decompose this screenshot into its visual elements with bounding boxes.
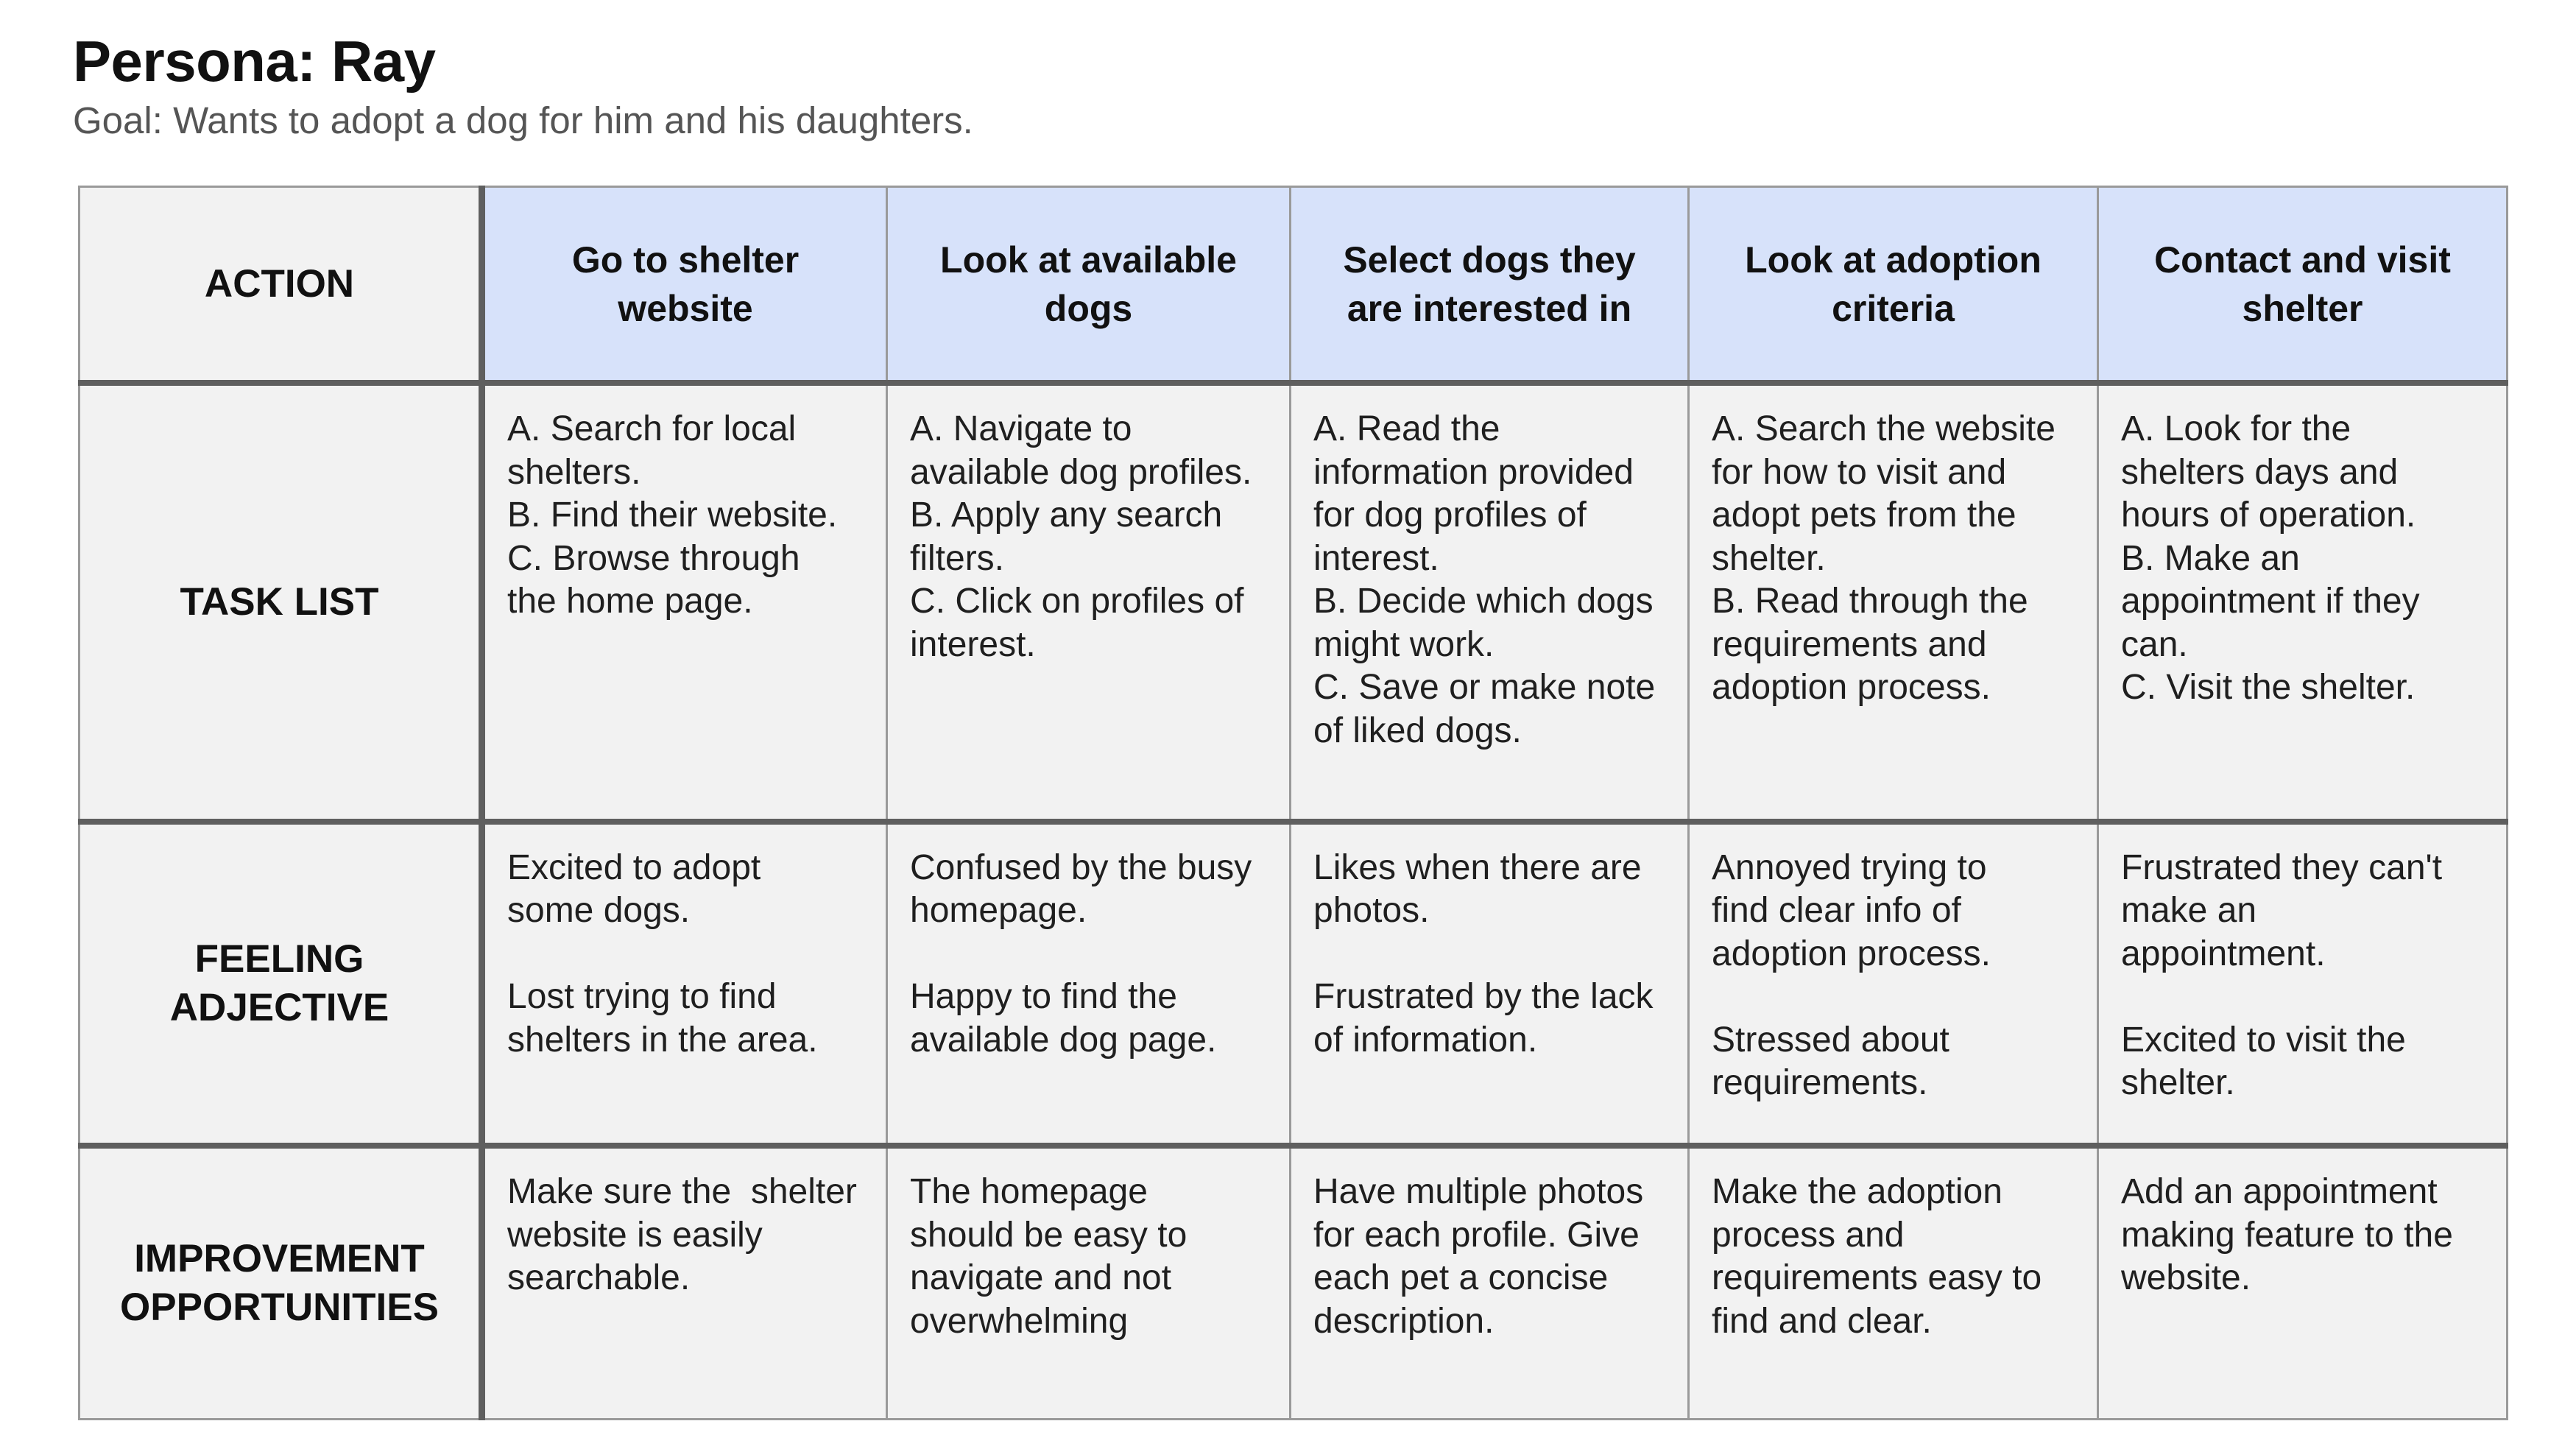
persona-goal: Goal: Wants to adopt a dog for him and his daughters. (73, 99, 973, 141)
task-cell-5: A. Look for the shelters days and hours of operation. B. Make an appointment if they can. C. Visit the shelter. (2098, 383, 2508, 821)
user-journey-map (78, 186, 2508, 1420)
improvement-cell-3: Have multiple photos for each profile. Give each pet a concise description. (1291, 1146, 1689, 1419)
row-header-improvement-opportunities: IMPROVEMENT OPPORTUNITIES (80, 1146, 482, 1419)
feeling-cell-5: Frustrated they can't make an appointment. Excited to visit the shelter. (2098, 822, 2508, 1146)
task-cell-1: A. Search for local shelters. B. Find their website. C. Browse through the home page. (482, 383, 887, 821)
row-header-action (80, 187, 482, 384)
improvement-cell-2: The homepage should be easy to navigate and not overwhelming (887, 1146, 1291, 1419)
improvement-cell-1: Make sure the shelter website is easily searchable. (482, 1146, 887, 1419)
page-title: Persona: Ray (73, 29, 436, 94)
feeling-cell-3: Likes when there are photos. Frustrated by the lack of information. (1291, 822, 1689, 1146)
row-header-label: ACTION (204, 261, 355, 306)
feeling-cell-4: Annoyed trying to find clear info of adoption process. Stressed about requirements. (1689, 822, 2098, 1146)
feeling-cell-2: Confused by the busy homepage. Happy to find the available dog page. (887, 822, 1291, 1146)
improvement-cell-4: Make the adoption process and requirements easy to find and clear. (1689, 1146, 2098, 1419)
row-header-feeling-adjective: FEELING ADJECTIVE (80, 822, 482, 1146)
action-row (80, 187, 2508, 384)
row-header-task-list (80, 383, 482, 821)
improvement-cell-5: Add an appointment making feature to the website. (2098, 1146, 2508, 1419)
task-cell-3: A. Read the information provided for dog profiles of interest. B. Decide which dogs might work. C. Save or make note of liked dogs. (1291, 383, 1689, 821)
feeling-row (80, 822, 2508, 1146)
task-cell-2: A. Navigate to available dog profiles. B. Apply any search filters. C. Click on profiles of interest. (887, 383, 1291, 821)
task-list-row (80, 383, 2508, 821)
task-cell-4: A. Search the website for how to visit and adopt pets from the shelter. B. Read through the requirements and adoption process. (1689, 383, 2098, 821)
stage-header-4: Look at adoption criteria (1689, 187, 2098, 384)
stage-header-1: Go to shelter website (482, 187, 887, 384)
stage-header-3: Select dogs they are interested in (1291, 187, 1689, 384)
stage-header-5: Contact and visit shelter (2098, 187, 2508, 384)
stage-header-2: Look at available dogs (887, 187, 1291, 384)
improvement-row (80, 1146, 2508, 1419)
row-header-label: TASK LIST (180, 580, 379, 624)
feeling-cell-1: Excited to adopt some dogs. Lost trying to find shelters in the area. (482, 822, 887, 1146)
